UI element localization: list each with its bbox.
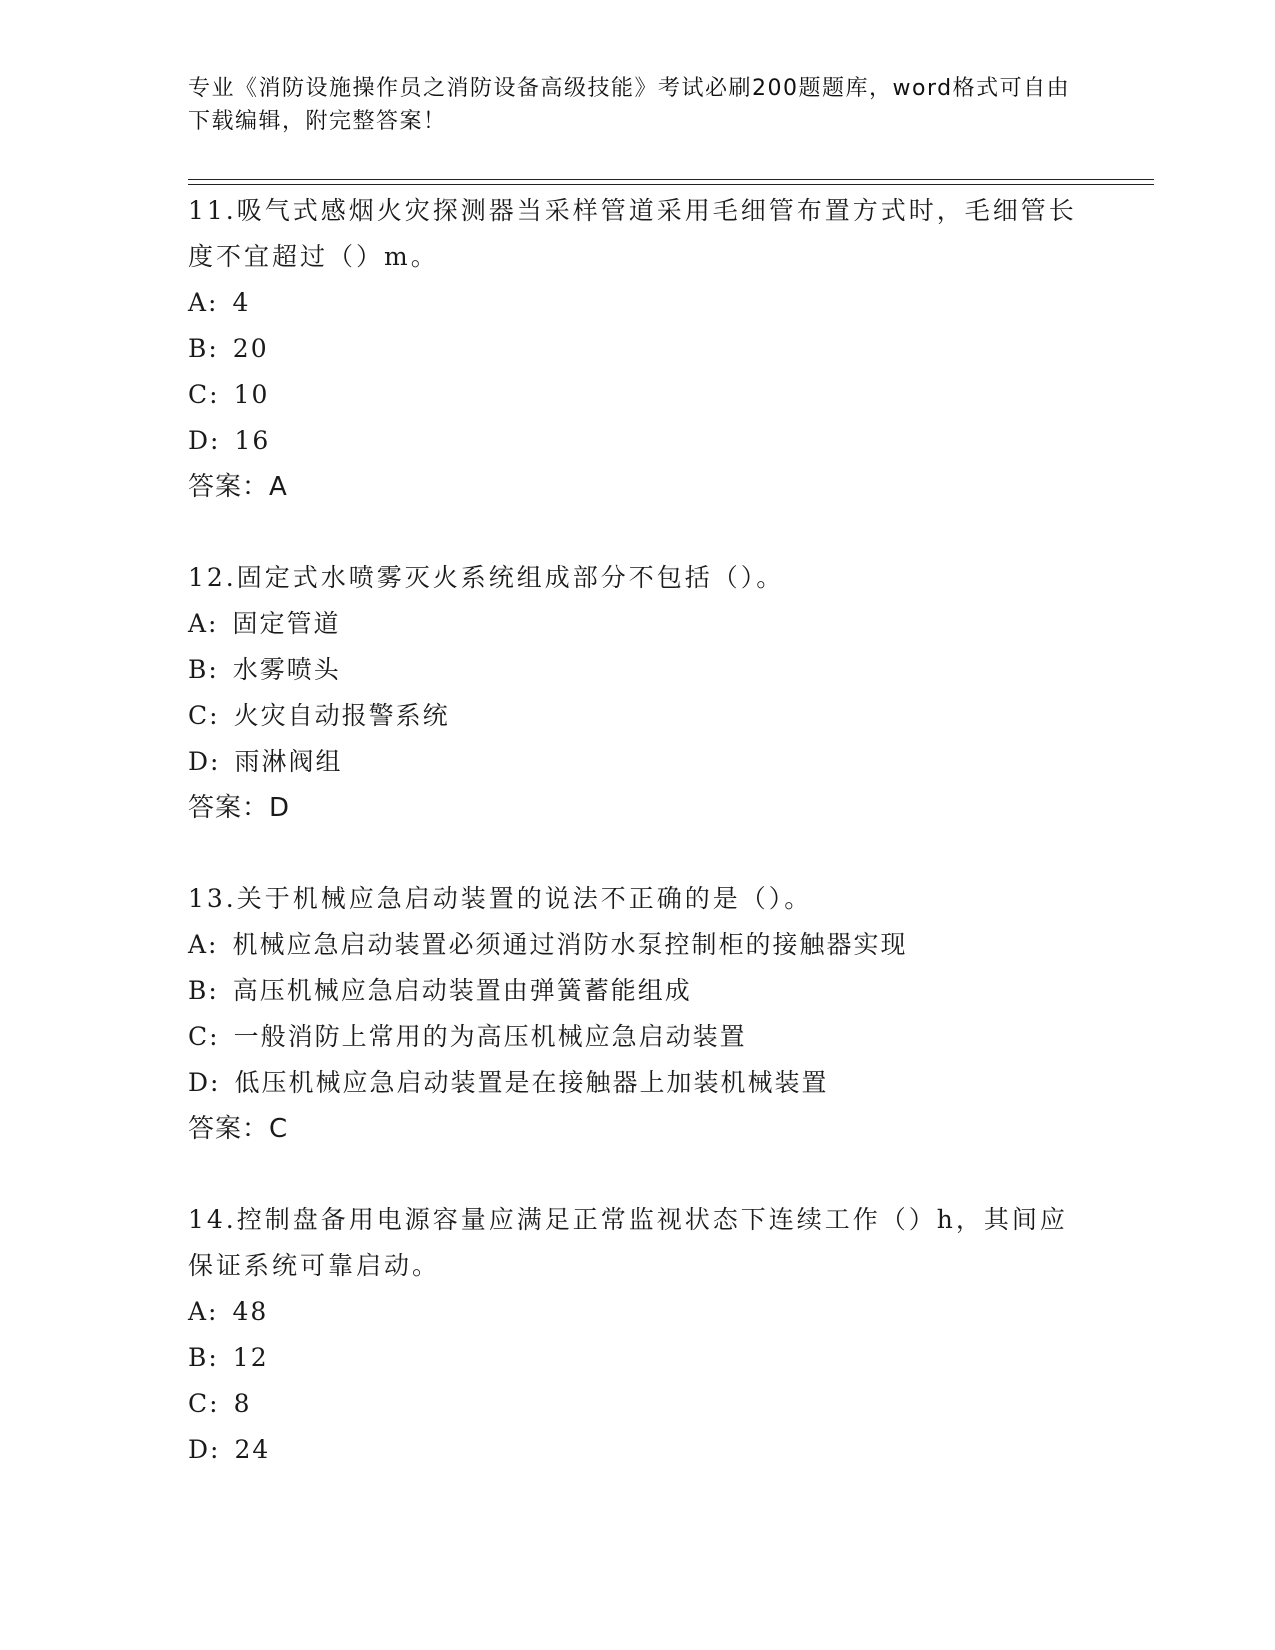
option-c <box>188 1381 1088 1427</box>
option-letter: B: <box>188 334 219 363</box>
option-text: 24 <box>234 1435 271 1464</box>
option-b <box>188 968 1088 1014</box>
option-b <box>188 1335 1088 1381</box>
option-letter: A: <box>188 609 219 638</box>
option-text: 16 <box>234 426 271 455</box>
option-d <box>188 1427 1088 1473</box>
option-text: 机械应急启动装置必须通过消防水泵控制柜的接触器实现 <box>232 930 908 959</box>
option-text: 高压机械应急启动装置由弹簧蓄能组成 <box>232 976 692 1005</box>
option-a <box>188 280 1088 326</box>
header-divider-bottom <box>188 184 1154 185</box>
question-stem: 13.关于机械应急启动装置的说法不正确的是（）。 <box>188 884 813 913</box>
option-letter: D: <box>188 426 221 455</box>
option-letter: A: <box>188 1297 219 1326</box>
option-text: 4 <box>232 288 251 317</box>
question-13 <box>188 876 1088 1152</box>
option-text: 低压机械应急启动装置是在接触器上加装机械装置 <box>234 1068 829 1097</box>
answer-line: 答案：A <box>188 472 288 502</box>
option-d <box>188 739 1088 785</box>
question-11 <box>188 188 1088 510</box>
option-letter: B: <box>188 1343 219 1372</box>
option-d <box>188 418 1088 464</box>
option-letter: B: <box>188 976 219 1005</box>
option-text: 水雾喷头 <box>232 655 341 684</box>
option-text: 10 <box>233 380 270 409</box>
option-letter: B: <box>188 655 219 684</box>
option-a <box>188 601 1088 647</box>
option-text: 48 <box>232 1297 269 1326</box>
question-14 <box>188 1197 1088 1473</box>
answer-line: 答案：D <box>188 793 291 823</box>
option-text: 20 <box>232 334 269 363</box>
option-a <box>188 922 1088 968</box>
option-letter: C: <box>188 1022 220 1051</box>
option-letter: D: <box>188 1435 221 1464</box>
option-b <box>188 647 1088 693</box>
question-stem: 12.固定式水喷雾灭火系统组成部分不包括（）。 <box>188 563 785 592</box>
option-letter: C: <box>188 701 220 730</box>
option-letter: C: <box>188 1389 220 1418</box>
option-letter: A: <box>188 930 219 959</box>
option-text: 12 <box>232 1343 269 1372</box>
option-c <box>188 372 1088 418</box>
question-list <box>188 188 1088 1518</box>
option-b <box>188 326 1088 372</box>
option-text: 固定管道 <box>232 609 341 638</box>
question-stem: 14.控制盘备用电源容量应满足正常监视状态下连续工作（）h，其间应保证系统可靠启动。 <box>188 1205 1068 1280</box>
question-stem: 11.吸气式感烟火灾探测器当采样管道采用毛细管布置方式时，毛细管长度不宜超过（）m。 <box>188 196 1077 271</box>
option-letter: D: <box>188 747 221 776</box>
header-divider-top <box>188 179 1154 180</box>
option-text: 雨淋阀组 <box>234 747 343 776</box>
option-a <box>188 1289 1088 1335</box>
question-12 <box>188 555 1088 831</box>
option-text: 火灾自动报警系统 <box>233 701 450 730</box>
answer-line: 答案：C <box>188 1114 289 1144</box>
document-header <box>188 72 1088 138</box>
option-text: 8 <box>233 1389 252 1418</box>
option-c <box>188 1014 1088 1060</box>
document-title: 专业《消防设施操作员之消防设备高级技能》考试必刷200题题库，word格式可自由下载编辑，附完整答案！ <box>188 76 1071 134</box>
option-letter: D: <box>188 1068 221 1097</box>
option-letter: C: <box>188 380 220 409</box>
option-c <box>188 693 1088 739</box>
option-letter: A: <box>188 288 219 317</box>
option-d <box>188 1060 1088 1106</box>
option-text: 一般消防上常用的为高压机械应急启动装置 <box>233 1022 747 1051</box>
